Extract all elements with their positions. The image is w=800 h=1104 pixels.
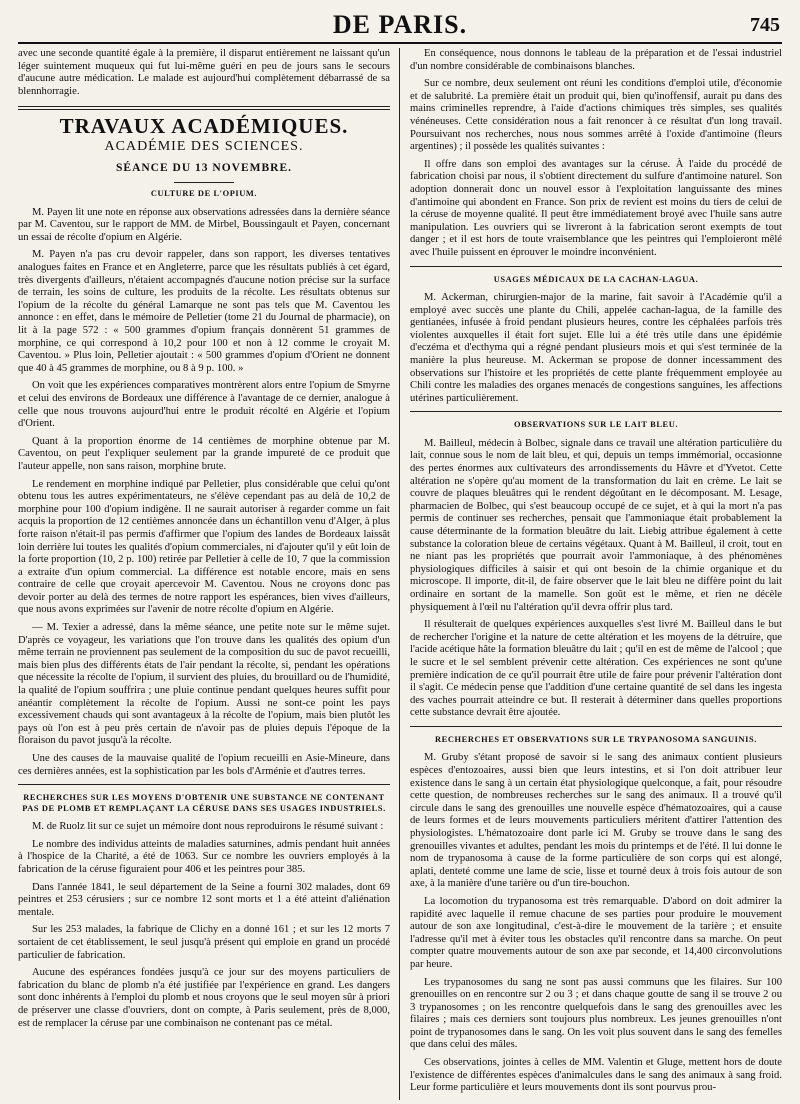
short-rule	[174, 182, 234, 183]
column-rule	[399, 48, 400, 1100]
asie-paragraph: Une des causes de la mauvaise qualité de l'opium recueilli en Asie-Mineure, dans ces dernières années, est la sophistication par les bols d'Arménie et d'autres terres.	[18, 753, 390, 777]
aucune-paragraph: Aucune des espérances fondées jusqu'à ce jour sur des moyens particuliers de fabrication du blanc de plomb n'a été justifiée par l'expérience en grand. Les dangers sont donc inhérents à l'emploi du plomb et nous croyons que le seul moyen sûr à priori de préserver une classe d'ouvriers, dont on compte, à Paris seulement, près de 8,000, est de remplacer la céruse par une combinaison ne contenant pas ce métal.	[18, 967, 390, 1029]
clichy-paragraph: Sur les 253 malades, la fabrique de Clichy en a donné 161 ; et sur les 12 morts 7 sortaient de cet établissement, le seul jusqu'à présent qui emploie en grand un procédé particulier de fabrication.	[18, 924, 390, 961]
section-title: TRAVAUX ACADÉMIQUES.	[59, 114, 349, 139]
cachan-heading: USAGES MÉDICAUX DE LA CACHAN-LAGUA.	[493, 274, 699, 284]
page-number: 745	[750, 14, 780, 36]
divider	[18, 784, 390, 785]
bailleul-paragraph: M. Bailleul, médecin à Bolbec, signale dans ce travail une altération particulière du lait, connue sous le nom de lait bleu, et qui, depuis un temps immémorial, occasionne des pertes énormes aux cultivateurs des arrondissements du Hâvre et d'Yvetot. Cette altération ne s'opère qu'au moment de la transformation du lait en crème. Le lait se couvre de plaques bleuâtres qui le rendent dégoûtant en le décomposant. M. Lesage, pharmacien de Bolbec, qui s'est beaucoup occupé de ce sujet, et à qui la mort n'a pas permis de continuer ses recherches, pensait que l'ammoniaque était probablement la cause déterminante de la formation bleuâtre du lait. Liebig attribue également à cette substance la coloration bleue de certains végétaux. Quant à M. Bailleul, il croit, tout en ne niant pas les propriétés que pourrait avoir l'ammoniaque, à des phénomènes physiologiques difficiles à saisir et qui ont besoin de la chimie organique et du microscope. Il importe, dit-il, de faire observer que le lait bleu ne diffère point du lait ordinaire en sortant de la mamelle. Son goût est le même, et rien ne décèle physiquement à l'œil nu l'altération qu'il devra offrir plus tard.	[410, 437, 782, 613]
divider	[18, 106, 390, 110]
offre-paragraph: Il offre dans son emploi des avantages sur la céruse. À l'aide du procédé de fabrication choisi par nous, il s'obtient directement du sulfure d'antimoine naturel. Son adoption donnerait donc un nouvel essor à l'exploitation languissante des mines d'antimoine qui abondent en France. Son prix de revient est moins du tiers de celui de la céruse de moyenne qualité. Il peut être immédiatement broyé avec l'huile sans autre manipulation. Les ouvriers qui se livreront à la fabrication seront exempts de tout danger ; et il est hors de toute vraisemblance que les peintres qui l'emploieront mêlé avec l'huile puissent en éprouver le moindre inconvénient.	[410, 158, 782, 258]
sang-paragraph: Les trypanosomes du sang ne sont pas aussi communs que les filaires. Sur 100 grenouilles on en rencontre sur 2 ou 3 ; et dans chaque goutte de sang il se trouve 2 ou 3 trypanosomes ; on les rencontre quelquefois dans le sang des grenouilles avec les filaires ; mais ces derniers sont toujours plus nombreux. Les jeunes grenouilles n'ont point de trypanosomes dans le sang. On les voit plus souvent dans le sang des femelles que dans celui des mâles.	[410, 976, 782, 1051]
consequence-paragraph: En conséquence, nous donnons le tableau de la préparation et de l'essai industriel d'un nombre considérable de combinaisons blanches.	[410, 48, 782, 72]
gruby-paragraph: M. Gruby s'étant proposé de savoir si le sang des animaux contient plusieurs espèces d'entozoaires, aussi bien que leurs intestins, et si l'on doit attribuer leur existence dans le sang à un certain état physiologique quelconque, a fait, pour résoudre cette question, de nombreuses recherches sur le sang des animaux. Il a trouvé qu'il circule dans le sang des grenouilles une nouvelle espèce d'hématozoaires, qui a cause de leurs formes et de leurs mouvements particuliers méritent d'attirer l'attention des physiologistes. L'hématozoaire dont parle ici M. Gruby se trouve dans le sang des grenouilles vivantes et adultes, pendant les mois du printemps et de l'été. Il lui donne le nom de trypanosoma à cause de la forme particulière de son corps qui est alongé, aplati, denteté comme une lame de scie, lisse et tourné deux à trois fois autour de son axe, à la manière d'une tarière ou d'un tire-bouchon.	[410, 752, 782, 890]
right-column	[410, 48, 782, 1100]
opium-paragraph-2: M. Payen n'a pas cru devoir rappeler, dans son rapport, les diverses tentatives analogues faites en France et en Angleterre, parce que les résultats publiés à cet égard, très divergents d'ailleurs, n'étaient accompagnés d'aucune notion précise sur la surface de terrain, les soins de culture, les produits de la récolte. Les résultats obtenus sur l'opium de la récolte du général Lamarque ne sont pas tels que M. Caventou les annonce : en effet, dans le mémoire de Pelletier (tome 21 du Journal de pharmacie), on lit à la page 572 : « 500 grammes d'opium français donnèrent 51 grammes de morphine, ce qui correspond à 10,2 pour 100 et non à 12 comme le croyait M. Caventou. » Plus loin, Pelletier ajoutait : « 500 grammes d'opium d'Orient ne donnent que 40 à 45 grammes de morphine, ou 8 à 9 p. 100. »	[18, 249, 390, 374]
texier-paragraph: — M. Texier a adressé, dans la même séance, une petite note sur le même sujet. D'après ce voyageur, les variations que l'on trouve dans les qualités des opium d'un même terrain ne proviennent pas seulement de la composition du suc de pavot recueilli, mais bien plus des différents états de l'air pendant la récolte, si, pendant les opérations que nécessite la récolte de l'opium, il survient des pluies, du brouillard ou de l'humidité, la qualité de l'opium souffrira ; une pluie continue pendant quelques heures suffit pour anéantir complètement la récolte de l'opium. Aussi ne sont-ce point les pays excessivement chauds qui sont avantageux à la récolte de l'opium, mais bien plutôt les pays où l'on est à peu près certain de n'avoir pas de pluies depuis l'époque de la floraison du pavot jusqu'à la récolte.	[18, 622, 390, 747]
divider	[410, 266, 782, 267]
opium-paragraph-3: On voit que les expériences comparatives montrèrent alors entre l'opium de Smyrne et celui des environs de Bordeaux une différence à l'avantage de ce dernier, analogue à celle que nous trouvons aujourd'hui entre le produit récolté en Algérie et l'opium d'Orient.	[18, 380, 390, 430]
opium-paragraph-5: Le rendement en morphine indiqué par Pelletier, plus considérable que celui qu'ont obtenu tous les autres expérimentateurs, ne s'élève cependant pas au delà de 10,2 de morphine pour 100 d'opium indigène. Il ne saurait autoriser à regarder comme un fait acquis la proportion de 12 centièmes annoncée dans un échantillon venu d'Alger, à plus forte raison n'était-il pas permis d'affirmer que l'opium des landes de Bordeaux laissât loin derrière lui toutes les qualités d'opium commerciales, ni d'ajouter qu'il y eût loin de la forte proportion (10, 2 p. 100) retirée par Pelletier à celle de 10, 7 que la commission a extraite d'un opium commercial. La différence est notable encore, mais en sens contraire de celle que croyait apercevoir M. Caventou. Nous ne croyons donc pas devoir porter au delà des termes de notre rapport les espérances, bien vives d'ailleurs, que nous avons exprimées sur l'avenir de notre récolte d'opium en Algérie.	[18, 478, 390, 616]
intro-paragraph: avec une seconde quantité égale à la première, il disparut entièrement ne laissant qu'un léger suintement muqueux qui fut lui-même guéri en peu de jours sans le secours d'aucune autre médication. Le malade est aujourd'hui complètement débarrassé de sa blennhorragie.	[18, 48, 390, 97]
divider	[410, 726, 782, 727]
running-header	[18, 8, 782, 44]
plomb-heading: RECHERCHES SUR LES MOYENS D'OBTENIR UNE SUBSTANCE NE CONTENANT PAS DE PLOMB ET REMPLAÇANT LA CÉRUSE DANS SES USAGES INDUSTRIELS.	[22, 793, 386, 813]
resultat-paragraph: Il résulterait de quelques expériences auxquelles s'est livré M. Bailleul dans le but de rechercher l'origine et la nature de cette altération et les moyens de la détruire, que l'acide acétique hâte la formation bleuâtre du lait ; qu'il en est de même de l'alcool ; que le sucre et le sel semblent prévenir cette altération. Ces expériences ne sont qu'une première indication de ce qu'il pourrait être utile de faire pour prévenir l'altération dont il s'agit. Ce médecin pense que l'addition d'une certaine quantité de sel dans les ingesta des vaches pourrait atteindre ce but. Il resterait à déterminer dans quelles proportions cette substance devrait être ajoutée.	[410, 619, 782, 719]
annee-paragraph: Dans l'année 1841, le seul département de la Seine a fourni 302 malades, dont 69 peintres et 253 cérusiers ; sur ce nombre 12 sont morts et 1 a été atteint d'aliénation mentale.	[18, 881, 390, 918]
trypanosoma-heading: RECHERCHES ET OBSERVATIONS SUR LE TRYPANOSOMA SANGUINIS.	[435, 734, 757, 744]
lait-heading: OBSERVATIONS SUR LE LAIT BLEU.	[513, 420, 679, 430]
opium-paragraph-1: M. Payen lit une note en réponse aux observations adressées dans la dernière séance par M. Caventou, sur le rapport de MM. de Mirbel, Boussingault et Payen, concernant un essai de récolte d'opium en Algérie.	[18, 206, 390, 243]
sur-paragraph: Sur ce nombre, deux seulement ont réuni les conditions d'emploi utile, d'économie et de salubrité. La première était un produit qui, bien qu'inoffensif, aurait pu dans des mains criminelles reprendre, à l'aide d'actions chimiques très simples, ses qualités vénéneuses. Cette considération nous a fait renoncer à ce résultat d'un long travail. Poursuivant nos recherches, nous nous sommes arrêté à l'oxide d'antimoine (fleurs argentines) ; il possède les qualités suivantes :	[410, 78, 782, 153]
divider	[410, 411, 782, 412]
ruolz-paragraph: M. de Ruolz lit sur ce sujet un mémoire dont nous reproduirons le résumé suivant :	[32, 821, 384, 833]
columns	[18, 48, 782, 1100]
opium-paragraph-4: Quant à la proportion énorme de 14 centièmes de morphine obtenue par M. Caventou, on peut l'expliquer seulement par la grande impureté de ce produit que l'auteur appelle, non sans raison, morphine brute.	[18, 435, 390, 472]
academy-title: ACADÉMIE DES SCIENCES.	[104, 138, 304, 154]
valentin-paragraph: Ces observations, jointes à celles de MM. Valentin et Gluge, mettent hors de doute l'existence de différentes espèces d'animalcules dans le sang des animaux à sang froid. Leur forme particulière et leurs mouvements dont ils sont pourvus prou-	[410, 1057, 782, 1094]
header-title: DE PARIS.	[332, 10, 468, 39]
nombre-paragraph: Le nombre des individus atteints de maladies saturnines, admis pendant huit années à l'hospice de la Charité, a été de 1063. Sur ce nombre les ouvriers employés à la fabrication de la céruse figuraient pour 406 et les peintres pour 385.	[18, 838, 390, 875]
opium-heading: CULTURE DE L'OPIUM.	[150, 189, 258, 199]
left-column	[18, 48, 390, 1100]
seance-title: SÉANCE DU 13 NOVEMBRE.	[116, 161, 292, 174]
locomotion-paragraph: La locomotion du trypanosoma est très remarquable. D'abord on doit admirer la rapidité avec laquelle il remue chacune de ses parties pour produire le mouvement autour de son axe longitudinal, c'est-à-dire le mouvement de la tarière ; et ensuite l'adresse qu'il met à éviter tous les obstacles qu'il rencontre dans sa marche. On peut compter quatre mouvements autour de son axe par seconde, et 14,400 circonvolutions par heure.	[410, 895, 782, 970]
ackerman-paragraph: M. Ackerman, chirurgien-major de la marine, fait savoir à l'Académie qu'il a employé avec succès une plante du Chili, appelée cachan-lagua, de la famille des gentianées, infusée à froid pendant plusieurs heures, contre les céphalées parfois très violentes auxquelles il était fort sujet. Elle lui a été très utile dans une épidémie d'eczéma et d'ecthyma qui a régné pendant plusieurs mois et qui s'est terminée de la manière la plus heureuse. M. Ackerman se propose de donner incessamment des observations sur l'histoire et les propriétés de cette plante fréquemment employée au Chili contre les maladies des organes menacés de congestions sanguines, les affections utérines particulièrement.	[410, 292, 782, 404]
